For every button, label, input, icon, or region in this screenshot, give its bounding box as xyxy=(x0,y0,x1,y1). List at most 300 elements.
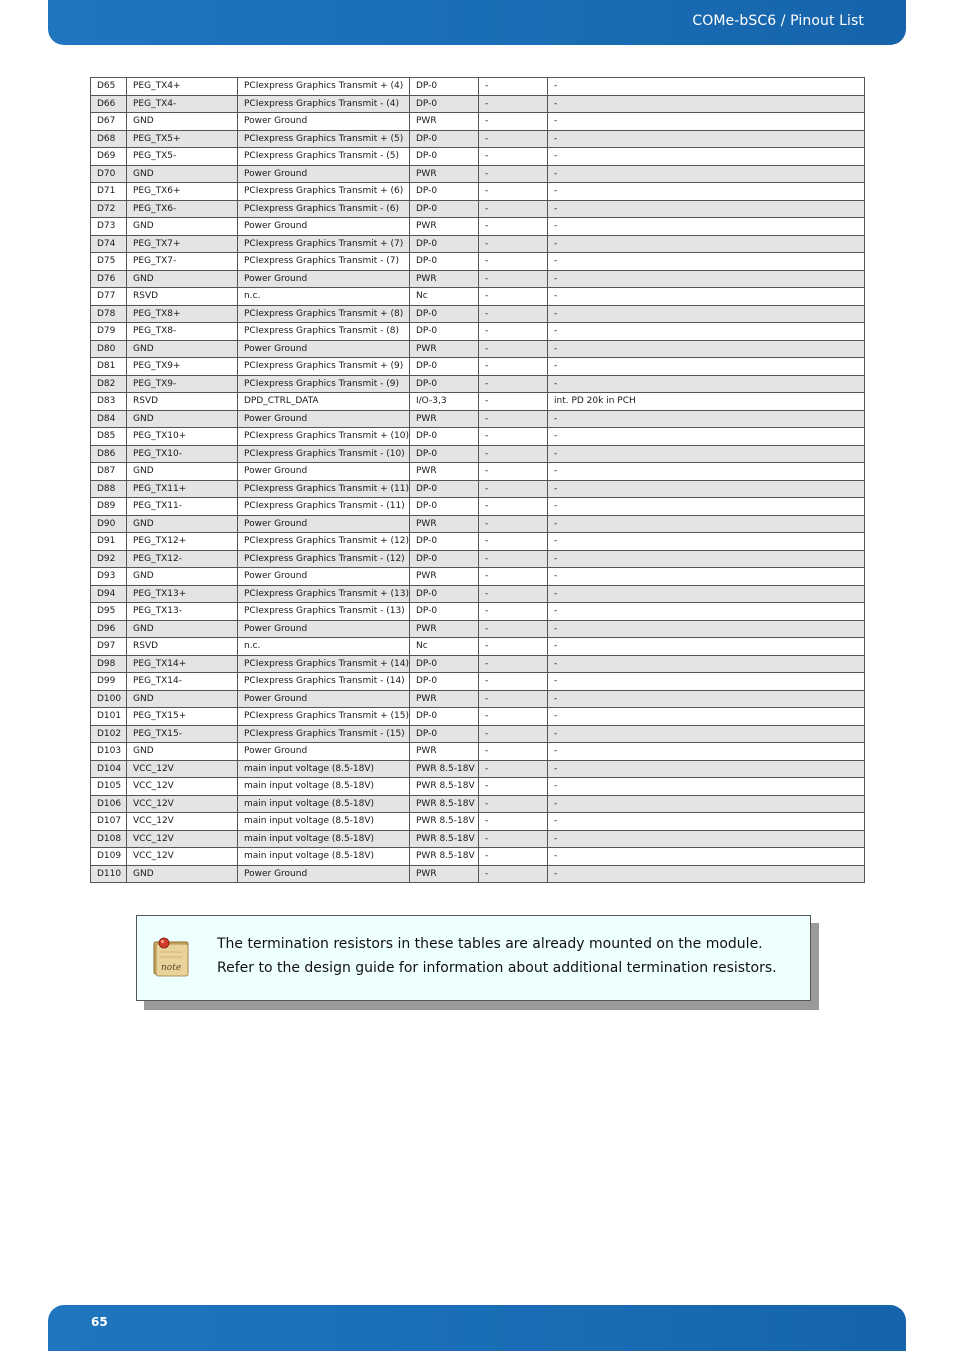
description-cell: PCIexpress Graphics Transmit + (11) xyxy=(238,480,410,498)
termination-cell: - xyxy=(479,463,548,481)
termination-cell: - xyxy=(479,848,548,866)
note-icon xyxy=(151,934,193,980)
signal-cell: RSVD xyxy=(127,393,238,411)
signal-cell: PEG_TX6+ xyxy=(127,183,238,201)
type-cell: DP-0 xyxy=(410,323,479,341)
termination-cell: - xyxy=(479,778,548,796)
comment-cell: - xyxy=(548,113,865,131)
pin-cell: D105 xyxy=(91,778,127,796)
description-cell: PCIexpress Graphics Transmit + (15) xyxy=(238,708,410,726)
signal-cell: PEG_TX7+ xyxy=(127,235,238,253)
description-cell: PCIexpress Graphics Transmit + (6) xyxy=(238,183,410,201)
type-cell: PWR xyxy=(410,340,479,358)
description-cell: main input voltage (8.5-18V) xyxy=(238,830,410,848)
comment-cell: - xyxy=(548,813,865,831)
signal-cell: PEG_TX14+ xyxy=(127,655,238,673)
description-cell: Power Ground xyxy=(238,865,410,883)
table-row xyxy=(91,340,865,358)
type-cell: DP-0 xyxy=(410,428,479,446)
header-title: COMe-bSC6 / Pinout List xyxy=(692,13,864,29)
pin-cell: D91 xyxy=(91,533,127,551)
footer-bar xyxy=(48,1305,906,1351)
table-row xyxy=(91,463,865,481)
table-row xyxy=(91,445,865,463)
comment-cell: - xyxy=(548,165,865,183)
pin-cell: D89 xyxy=(91,498,127,516)
comment-cell: - xyxy=(548,848,865,866)
termination-cell: - xyxy=(479,533,548,551)
comment-cell: - xyxy=(548,708,865,726)
description-cell: Power Ground xyxy=(238,515,410,533)
comment-cell: - xyxy=(548,428,865,446)
pin-cell: D87 xyxy=(91,463,127,481)
signal-cell: RSVD xyxy=(127,638,238,656)
table-row xyxy=(91,95,865,113)
type-cell: DP-0 xyxy=(410,148,479,166)
comment-cell: - xyxy=(548,550,865,568)
signal-cell: GND xyxy=(127,463,238,481)
signal-cell: VCC_12V xyxy=(127,830,238,848)
comment-cell: - xyxy=(548,585,865,603)
comment-cell: - xyxy=(548,498,865,516)
type-cell: DP-0 xyxy=(410,95,479,113)
comment-cell: - xyxy=(548,638,865,656)
pin-cell: D82 xyxy=(91,375,127,393)
table-row xyxy=(91,848,865,866)
type-cell: PWR xyxy=(410,743,479,761)
description-cell: Power Ground xyxy=(238,165,410,183)
termination-cell: - xyxy=(479,655,548,673)
type-cell: PWR 8.5-18V xyxy=(410,813,479,831)
termination-cell: - xyxy=(479,760,548,778)
comment-cell: - xyxy=(548,235,865,253)
signal-cell: PEG_TX13+ xyxy=(127,585,238,603)
table-row xyxy=(91,760,865,778)
description-cell: Power Ground xyxy=(238,270,410,288)
table-row xyxy=(91,813,865,831)
type-cell: DP-0 xyxy=(410,498,479,516)
signal-cell: RSVD xyxy=(127,288,238,306)
pin-cell: D108 xyxy=(91,830,127,848)
pin-cell: D94 xyxy=(91,585,127,603)
comment-cell: - xyxy=(548,358,865,376)
note-box xyxy=(136,915,811,1001)
table-row xyxy=(91,200,865,218)
type-cell: DP-0 xyxy=(410,445,479,463)
termination-cell: - xyxy=(479,743,548,761)
signal-cell: PEG_TX9+ xyxy=(127,358,238,376)
table-row xyxy=(91,550,865,568)
description-cell: PCIexpress Graphics Transmit - (6) xyxy=(238,200,410,218)
table-row xyxy=(91,428,865,446)
page-number: 65 xyxy=(91,1315,108,1329)
comment-cell: int. PD 20k in PCH xyxy=(548,393,865,411)
description-cell: Power Ground xyxy=(238,568,410,586)
type-cell: PWR xyxy=(410,690,479,708)
type-cell: DP-0 xyxy=(410,655,479,673)
description-cell: PCIexpress Graphics Transmit + (5) xyxy=(238,130,410,148)
termination-cell: - xyxy=(479,305,548,323)
table-row xyxy=(91,655,865,673)
description-cell: PCIexpress Graphics Transmit - (5) xyxy=(238,148,410,166)
type-cell: DP-0 xyxy=(410,78,479,96)
signal-cell: GND xyxy=(127,515,238,533)
signal-cell: PEG_TX14- xyxy=(127,673,238,691)
description-cell: Power Ground xyxy=(238,410,410,428)
termination-cell: - xyxy=(479,218,548,236)
table-row xyxy=(91,375,865,393)
description-cell: PCIexpress Graphics Transmit + (4) xyxy=(238,78,410,96)
type-cell: PWR 8.5-18V xyxy=(410,778,479,796)
comment-cell: - xyxy=(548,533,865,551)
signal-cell: PEG_TX13- xyxy=(127,603,238,621)
type-cell: PWR xyxy=(410,515,479,533)
termination-cell: - xyxy=(479,445,548,463)
signal-cell: PEG_TX10+ xyxy=(127,428,238,446)
description-cell: n.c. xyxy=(238,638,410,656)
comment-cell: - xyxy=(548,130,865,148)
description-cell: PCIexpress Graphics Transmit - (12) xyxy=(238,550,410,568)
table-row xyxy=(91,830,865,848)
termination-cell: - xyxy=(479,253,548,271)
description-cell: Power Ground xyxy=(238,113,410,131)
type-cell: DP-0 xyxy=(410,533,479,551)
table-row xyxy=(91,603,865,621)
pin-cell: D75 xyxy=(91,253,127,271)
description-cell: PCIexpress Graphics Transmit + (12) xyxy=(238,533,410,551)
signal-cell: GND xyxy=(127,620,238,638)
type-cell: DP-0 xyxy=(410,183,479,201)
pin-cell: D71 xyxy=(91,183,127,201)
table-row xyxy=(91,743,865,761)
pin-cell: D86 xyxy=(91,445,127,463)
termination-cell: - xyxy=(479,725,548,743)
termination-cell: - xyxy=(479,795,548,813)
termination-cell: - xyxy=(479,113,548,131)
termination-cell: - xyxy=(479,358,548,376)
description-cell: PCIexpress Graphics Transmit - (15) xyxy=(238,725,410,743)
termination-cell: - xyxy=(479,813,548,831)
pin-cell: D81 xyxy=(91,358,127,376)
termination-cell: - xyxy=(479,165,548,183)
termination-cell: - xyxy=(479,638,548,656)
type-cell: DP-0 xyxy=(410,603,479,621)
comment-cell: - xyxy=(548,620,865,638)
pin-cell: D99 xyxy=(91,673,127,691)
comment-cell: - xyxy=(548,270,865,288)
description-cell: Power Ground xyxy=(238,690,410,708)
description-cell: PCIexpress Graphics Transmit - (11) xyxy=(238,498,410,516)
termination-cell: - xyxy=(479,603,548,621)
termination-cell: - xyxy=(479,375,548,393)
comment-cell: - xyxy=(548,305,865,323)
type-cell: DP-0 xyxy=(410,358,479,376)
comment-cell: - xyxy=(548,183,865,201)
type-cell: PWR xyxy=(410,270,479,288)
table-row xyxy=(91,620,865,638)
description-cell: Power Ground xyxy=(238,340,410,358)
pinout-table-body xyxy=(91,78,865,883)
termination-cell: - xyxy=(479,708,548,726)
comment-cell: - xyxy=(548,603,865,621)
type-cell: DP-0 xyxy=(410,235,479,253)
signal-cell: PEG_TX7- xyxy=(127,253,238,271)
type-cell: PWR 8.5-18V xyxy=(410,830,479,848)
table-row xyxy=(91,515,865,533)
termination-cell: - xyxy=(479,393,548,411)
pinout-table xyxy=(90,77,865,883)
description-cell: PCIexpress Graphics Transmit - (8) xyxy=(238,323,410,341)
description-cell: Power Ground xyxy=(238,218,410,236)
pin-cell: D96 xyxy=(91,620,127,638)
comment-cell: - xyxy=(548,95,865,113)
description-cell: PCIexpress Graphics Transmit + (8) xyxy=(238,305,410,323)
signal-cell: VCC_12V xyxy=(127,813,238,831)
table-row xyxy=(91,673,865,691)
pin-cell: D107 xyxy=(91,813,127,831)
type-cell: DP-0 xyxy=(410,200,479,218)
table-row xyxy=(91,130,865,148)
type-cell: PWR xyxy=(410,113,479,131)
comment-cell: - xyxy=(548,340,865,358)
pin-cell: D85 xyxy=(91,428,127,446)
table-row xyxy=(91,498,865,516)
pin-cell: D104 xyxy=(91,760,127,778)
pin-cell: D80 xyxy=(91,340,127,358)
type-cell: DP-0 xyxy=(410,375,479,393)
pin-cell: D70 xyxy=(91,165,127,183)
type-cell: DP-0 xyxy=(410,550,479,568)
type-cell: PWR 8.5-18V xyxy=(410,760,479,778)
table-row xyxy=(91,253,865,271)
table-row xyxy=(91,410,865,428)
type-cell: DP-0 xyxy=(410,130,479,148)
termination-cell: - xyxy=(479,183,548,201)
signal-cell: GND xyxy=(127,340,238,358)
pin-cell: D95 xyxy=(91,603,127,621)
description-cell: PCIexpress Graphics Transmit + (9) xyxy=(238,358,410,376)
signal-cell: GND xyxy=(127,690,238,708)
termination-cell: - xyxy=(479,95,548,113)
pin-cell: D106 xyxy=(91,795,127,813)
description-cell: PCIexpress Graphics Transmit - (14) xyxy=(238,673,410,691)
signal-cell: PEG_TX11- xyxy=(127,498,238,516)
signal-cell: PEG_TX4- xyxy=(127,95,238,113)
header-bar xyxy=(48,0,906,45)
termination-cell: - xyxy=(479,515,548,533)
pin-cell: D74 xyxy=(91,235,127,253)
table-row xyxy=(91,148,865,166)
termination-cell: - xyxy=(479,480,548,498)
termination-cell: - xyxy=(479,288,548,306)
comment-cell: - xyxy=(548,673,865,691)
signal-cell: PEG_TX12- xyxy=(127,550,238,568)
signal-cell: PEG_TX5+ xyxy=(127,130,238,148)
table-row xyxy=(91,725,865,743)
pin-cell: D72 xyxy=(91,200,127,218)
description-cell: PCIexpress Graphics Transmit - (4) xyxy=(238,95,410,113)
description-cell: PCIexpress Graphics Transmit - (10) xyxy=(238,445,410,463)
comment-cell: - xyxy=(548,218,865,236)
description-cell: PCIexpress Graphics Transmit + (10) xyxy=(238,428,410,446)
type-cell: PWR xyxy=(410,865,479,883)
type-cell: PWR xyxy=(410,620,479,638)
termination-cell: - xyxy=(479,340,548,358)
pin-cell: D69 xyxy=(91,148,127,166)
table-row xyxy=(91,78,865,96)
description-cell: PCIexpress Graphics Transmit - (13) xyxy=(238,603,410,621)
signal-cell: PEG_TX11+ xyxy=(127,480,238,498)
comment-cell: - xyxy=(548,200,865,218)
pin-cell: D76 xyxy=(91,270,127,288)
signal-cell: PEG_TX15- xyxy=(127,725,238,743)
comment-cell: - xyxy=(548,253,865,271)
type-cell: DP-0 xyxy=(410,673,479,691)
pin-cell: D67 xyxy=(91,113,127,131)
description-cell: n.c. xyxy=(238,288,410,306)
pin-cell: D92 xyxy=(91,550,127,568)
type-cell: PWR xyxy=(410,218,479,236)
table-row xyxy=(91,358,865,376)
description-cell: DPD_CTRL_DATA xyxy=(238,393,410,411)
termination-cell: - xyxy=(479,235,548,253)
table-row xyxy=(91,270,865,288)
table-row xyxy=(91,393,865,411)
signal-cell: GND xyxy=(127,568,238,586)
description-cell: Power Ground xyxy=(238,620,410,638)
comment-cell: - xyxy=(548,480,865,498)
pin-cell: D102 xyxy=(91,725,127,743)
comment-cell: - xyxy=(548,830,865,848)
pin-cell: D78 xyxy=(91,305,127,323)
table-row xyxy=(91,865,865,883)
signal-cell: VCC_12V xyxy=(127,778,238,796)
svg-text:note: note xyxy=(161,963,182,973)
termination-cell: - xyxy=(479,585,548,603)
description-cell: PCIexpress Graphics Transmit - (9) xyxy=(238,375,410,393)
pin-cell: D66 xyxy=(91,95,127,113)
description-cell: PCIexpress Graphics Transmit + (13) xyxy=(238,585,410,603)
table-row xyxy=(91,533,865,551)
pin-cell: D84 xyxy=(91,410,127,428)
pin-cell: D100 xyxy=(91,690,127,708)
table-row xyxy=(91,778,865,796)
comment-cell: - xyxy=(548,445,865,463)
termination-cell: - xyxy=(479,498,548,516)
termination-cell: - xyxy=(479,568,548,586)
description-cell: main input voltage (8.5-18V) xyxy=(238,848,410,866)
table-row xyxy=(91,323,865,341)
signal-cell: PEG_TX10- xyxy=(127,445,238,463)
description-cell: main input voltage (8.5-18V) xyxy=(238,760,410,778)
table-row xyxy=(91,113,865,131)
signal-cell: PEG_TX9- xyxy=(127,375,238,393)
comment-cell: - xyxy=(548,288,865,306)
type-cell: Nc xyxy=(410,638,479,656)
type-cell: DP-0 xyxy=(410,585,479,603)
type-cell: DP-0 xyxy=(410,305,479,323)
termination-cell: - xyxy=(479,690,548,708)
comment-cell: - xyxy=(548,725,865,743)
pin-cell: D83 xyxy=(91,393,127,411)
table-row xyxy=(91,795,865,813)
termination-cell: - xyxy=(479,620,548,638)
signal-cell: GND xyxy=(127,218,238,236)
comment-cell: - xyxy=(548,515,865,533)
termination-cell: - xyxy=(479,270,548,288)
pin-cell: D77 xyxy=(91,288,127,306)
comment-cell: - xyxy=(548,568,865,586)
table-row xyxy=(91,708,865,726)
signal-cell: VCC_12V xyxy=(127,760,238,778)
comment-cell: - xyxy=(548,148,865,166)
table-row xyxy=(91,183,865,201)
signal-cell: PEG_TX4+ xyxy=(127,78,238,96)
termination-cell: - xyxy=(479,323,548,341)
type-cell: DP-0 xyxy=(410,253,479,271)
signal-cell: VCC_12V xyxy=(127,795,238,813)
description-cell: Power Ground xyxy=(238,743,410,761)
signal-cell: GND xyxy=(127,410,238,428)
description-cell: Power Ground xyxy=(238,463,410,481)
comment-cell: - xyxy=(548,760,865,778)
type-cell: DP-0 xyxy=(410,480,479,498)
signal-cell: GND xyxy=(127,113,238,131)
type-cell: I/O-3,3 xyxy=(410,393,479,411)
description-cell: main input voltage (8.5-18V) xyxy=(238,778,410,796)
type-cell: Nc xyxy=(410,288,479,306)
type-cell: PWR 8.5-18V xyxy=(410,848,479,866)
comment-cell: - xyxy=(548,410,865,428)
termination-cell: - xyxy=(479,865,548,883)
comment-cell: - xyxy=(548,690,865,708)
signal-cell: PEG_TX6- xyxy=(127,200,238,218)
comment-cell: - xyxy=(548,78,865,96)
table-row xyxy=(91,288,865,306)
table-row xyxy=(91,690,865,708)
pin-cell: D103 xyxy=(91,743,127,761)
description-cell: main input voltage (8.5-18V) xyxy=(238,813,410,831)
type-cell: PWR xyxy=(410,165,479,183)
comment-cell: - xyxy=(548,743,865,761)
table-row xyxy=(91,305,865,323)
termination-cell: - xyxy=(479,78,548,96)
signal-cell: GND xyxy=(127,743,238,761)
pin-cell: D68 xyxy=(91,130,127,148)
type-cell: DP-0 xyxy=(410,708,479,726)
signal-cell: PEG_TX12+ xyxy=(127,533,238,551)
termination-cell: - xyxy=(479,148,548,166)
signal-cell: GND xyxy=(127,165,238,183)
pin-cell: D90 xyxy=(91,515,127,533)
pin-cell: D73 xyxy=(91,218,127,236)
pin-cell: D93 xyxy=(91,568,127,586)
note-text: The termination resistors in these tables are already mounted on the module. Refer to the design guide for information about additional termination resistors. xyxy=(217,936,777,976)
pin-cell: D101 xyxy=(91,708,127,726)
table-row xyxy=(91,568,865,586)
pin-cell: D110 xyxy=(91,865,127,883)
comment-cell: - xyxy=(548,323,865,341)
description-cell: PCIexpress Graphics Transmit - (7) xyxy=(238,253,410,271)
table-row xyxy=(91,235,865,253)
description-cell: PCIexpress Graphics Transmit + (14) xyxy=(238,655,410,673)
comment-cell: - xyxy=(548,375,865,393)
signal-cell: GND xyxy=(127,865,238,883)
pin-cell: D88 xyxy=(91,480,127,498)
signal-cell: PEG_TX8+ xyxy=(127,305,238,323)
termination-cell: - xyxy=(479,130,548,148)
type-cell: PWR xyxy=(410,410,479,428)
